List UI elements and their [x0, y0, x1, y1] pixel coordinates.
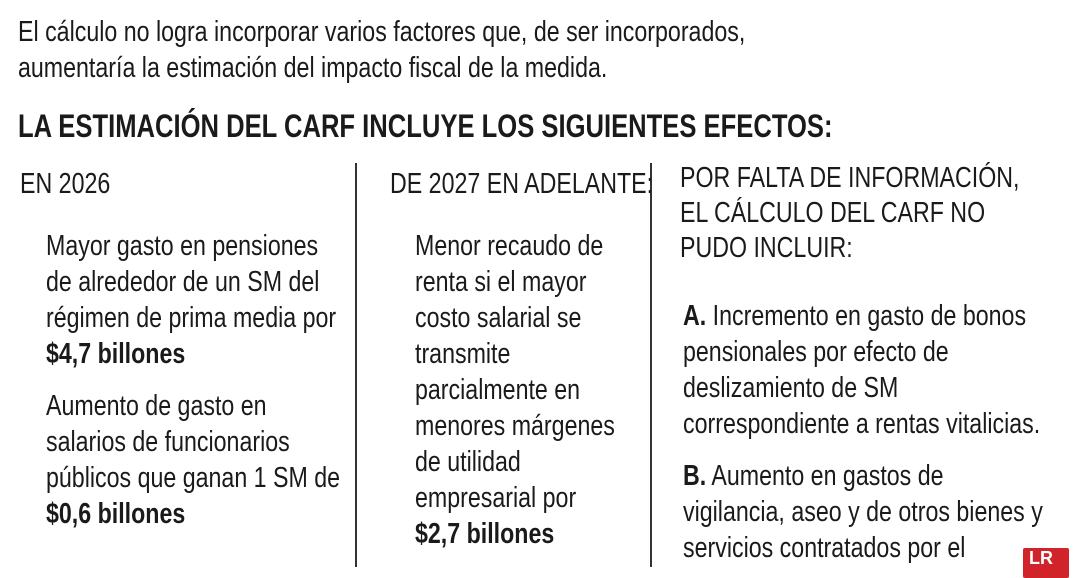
- intro-line: El cálculo no logra incorporar varios factores que, de ser incorporados,: [18, 16, 746, 48]
- intro-text: [18, 14, 927, 86]
- brand-logo: [1023, 548, 1069, 578]
- amount-value: $4,7 billones: [46, 338, 186, 370]
- section-heading: LA ESTIMACIÓN DEL CARF INCLUYE LOS SIGUIENTES EFECTOS:: [18, 108, 833, 144]
- effect-salarios: Aumento de gasto en salarios de funcionarios públicos que ganan 1 SM de $0,6 billones: [46, 390, 341, 530]
- amount-value: $2,7 billones: [415, 518, 555, 550]
- column-title-2026: EN 2026: [20, 168, 111, 200]
- missing-item-b: B. Aumento en gastos de vigilancia, aseo y de otros bienes y servicios contratados por el: [683, 460, 1043, 564]
- amount-value: $0,6 billones: [46, 498, 186, 530]
- item-letter: A.: [683, 300, 707, 332]
- column-title-2027: DE 2027 EN ADELANTE:: [390, 168, 654, 200]
- missing-item-a: A. Incremento en gasto de bonos pensionales por efecto de deslizamiento de SM correspondiente a rentas vitalicias.: [683, 300, 1041, 440]
- effect-pensiones: Mayor gasto en pensiones de alrededor de un SM del régimen de prima media por $4,7 billones: [46, 230, 337, 370]
- effect-recaudo: Menor recaudo de renta si el mayor costo salarial se transmite parcialmente en menores márgenes de utilidad empresarial por $2,7 billones: [415, 230, 615, 550]
- brand-logo-text: LR: [1029, 548, 1053, 568]
- intro-line: aumentaría la estimación del impacto fiscal de la medida.: [18, 52, 608, 84]
- item-letter: B.: [683, 460, 707, 492]
- column-title-sin-informacion: POR FALTA DE INFORMACIÓN, EL CÁLCULO DEL CARF NO PUDO INCLUIR:: [680, 162, 1020, 264]
